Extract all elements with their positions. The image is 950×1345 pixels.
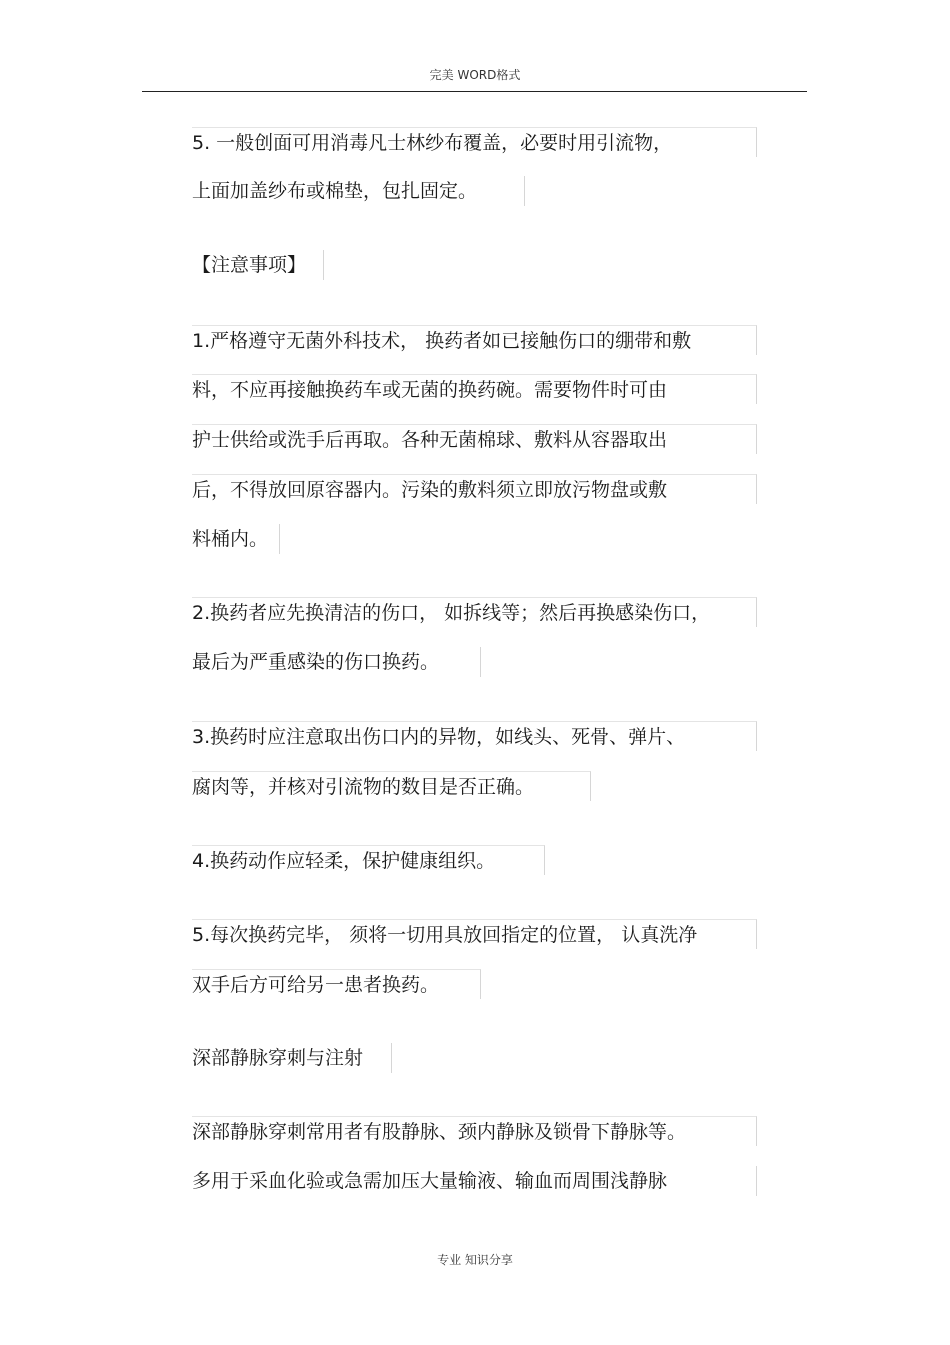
text-line: 2.换药者应先换清洁的伤口， 如拆线等；然后再换感染伤口，	[192, 597, 757, 627]
section-heading: 【注意事项】	[192, 250, 324, 280]
page-header: 完美 WORD格式	[429, 68, 521, 82]
text-line: 3.换药时应注意取出伤口内的异物，如线头、死骨、弹片、	[192, 721, 757, 751]
section-heading: 深部静脉穿刺与注射	[192, 1043, 392, 1073]
text-line: 料，不应再接触换药车或无菌的换药碗。需要物件时可由	[192, 374, 757, 404]
text-line: 后，不得放回原容器内。污染的敷料须立即放污物盘或敷	[192, 474, 757, 504]
text-line: 1.严格遵守无菌外科技术， 换药者如已接触伤口的绷带和敷	[192, 325, 757, 355]
text-line: 4.换药动作应轻柔，保护健康组织。	[192, 845, 545, 875]
text-line: 料桶内。	[192, 524, 280, 554]
text-line: 最后为严重感染的伤口换药。	[192, 647, 481, 677]
text-line: 多用于采血化验或急需加压大量输液、输血而周围浅静脉	[192, 1166, 757, 1196]
text-line: 护士供给或洗手后再取。各种无菌棉球、敷料从容器取出	[192, 424, 757, 454]
text-line: 双手后方可给另一患者换药。	[192, 969, 481, 999]
text-line: 腐肉等，并核对引流物的数目是否正确。	[192, 771, 591, 801]
text-line: 5. 一般创面可用消毒凡士林纱布覆盖，必要时用引流物，	[192, 127, 757, 157]
text-line: 深部静脉穿刺常用者有股静脉、颈内静脉及锁骨下静脉等。	[192, 1116, 757, 1146]
header-divider	[142, 91, 807, 92]
text-line: 5.每次换药完毕， 须将一切用具放回指定的位置， 认真洗净	[192, 919, 757, 949]
page-footer: 专业 知识分享	[437, 1253, 513, 1267]
text-line: 上面加盖纱布或棉垫，包扎固定。	[192, 176, 525, 206]
